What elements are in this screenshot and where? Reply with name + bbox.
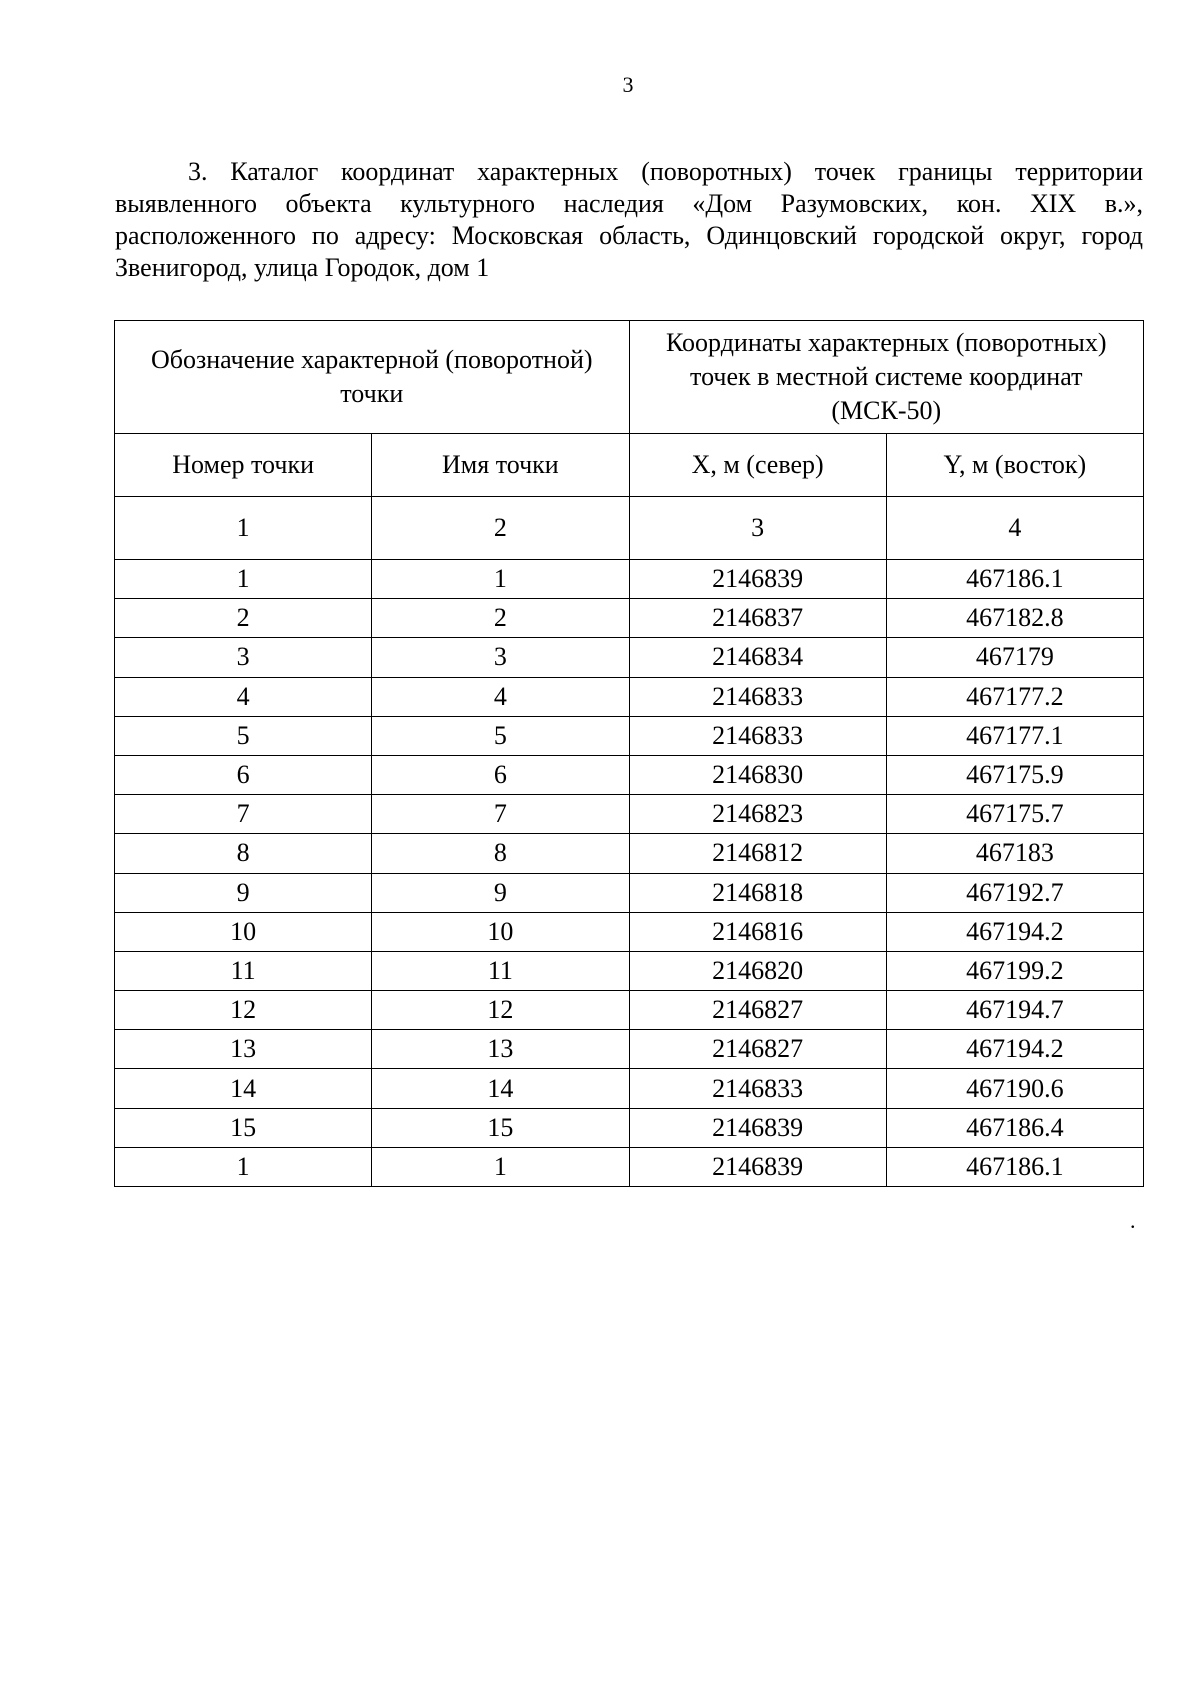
point-name-cell: 9	[372, 873, 629, 912]
point-number-cell: 11	[115, 951, 372, 990]
coordinates-group-header: Координаты характерных (поворотных) точек в местной системе координат (МСК-50)	[629, 321, 1144, 434]
point-number-cell: 8	[115, 834, 372, 873]
point-name-cell: 1	[372, 1147, 629, 1186]
point-name-cell: 6	[372, 755, 629, 794]
point-number-cell: 9	[115, 873, 372, 912]
y-coordinate-cell: 467186.1	[886, 560, 1143, 599]
table-group-header-row	[115, 321, 1144, 434]
table-row	[115, 638, 1144, 677]
point-number-cell: 5	[115, 716, 372, 755]
point-name-cell: 5	[372, 716, 629, 755]
y-coordinate-cell: 467194.2	[886, 1030, 1143, 1069]
column-header-point-name: Имя точки	[372, 434, 629, 497]
y-coordinate-cell: 467182.8	[886, 599, 1143, 638]
table-column-header-row	[115, 434, 1144, 497]
catalog-intro-paragraph: 3. Каталог координат характерных (поворотных) точек границы территории выявленного объекта культурного наследия «Дом Разумовских, кон. XIX в.», расположенного по адресу: Московская область, Одинцовский городской округ, город Звенигород, улица Городок, дом 1	[115, 157, 1143, 282]
point-number-cell: 1	[115, 560, 372, 599]
column-header-point-number: Номер точки	[115, 434, 372, 497]
table-row	[115, 1030, 1144, 1069]
table-row	[115, 599, 1144, 638]
trailing-mark: .	[1130, 1208, 1136, 1233]
page-number: 3	[622, 72, 634, 97]
x-coordinate-cell: 2146827	[629, 991, 886, 1030]
x-coordinate-cell: 2146812	[629, 834, 886, 873]
table-row	[115, 1108, 1144, 1147]
x-coordinate-cell: 2146816	[629, 912, 886, 951]
table-row	[115, 716, 1144, 755]
y-coordinate-cell: 467186.1	[886, 1147, 1143, 1186]
column-header-x: X, м (север)	[629, 434, 886, 497]
column-index: 1	[115, 497, 372, 560]
x-coordinate-cell: 2146833	[629, 716, 886, 755]
point-name-cell: 3	[372, 638, 629, 677]
point-name-cell: 15	[372, 1108, 629, 1147]
table-row	[115, 912, 1144, 951]
point-name-cell: 7	[372, 795, 629, 834]
x-coordinate-cell: 2146820	[629, 951, 886, 990]
point-name-cell: 13	[372, 1030, 629, 1069]
column-index: 3	[629, 497, 886, 560]
point-number-cell: 13	[115, 1030, 372, 1069]
point-name-cell: 14	[372, 1069, 629, 1108]
table-column-index-row	[115, 497, 1144, 560]
point-number-cell: 1	[115, 1147, 372, 1186]
point-name-cell: 1	[372, 560, 629, 599]
y-coordinate-cell: 467179	[886, 638, 1143, 677]
x-coordinate-cell: 2146839	[629, 1108, 886, 1147]
point-number-cell: 10	[115, 912, 372, 951]
x-coordinate-cell: 2146839	[629, 560, 886, 599]
table-row	[115, 834, 1144, 873]
point-number-cell: 4	[115, 677, 372, 716]
table-row	[115, 1147, 1144, 1186]
point-name-cell: 12	[372, 991, 629, 1030]
table-row	[115, 677, 1144, 716]
y-coordinate-cell: 467183	[886, 834, 1143, 873]
x-coordinate-cell: 2146823	[629, 795, 886, 834]
point-name-cell: 4	[372, 677, 629, 716]
y-coordinate-cell: 467186.4	[886, 1108, 1143, 1147]
table-row	[115, 795, 1144, 834]
point-number-cell: 6	[115, 755, 372, 794]
x-coordinate-cell: 2146827	[629, 1030, 886, 1069]
y-coordinate-cell: 467194.7	[886, 991, 1143, 1030]
column-index: 4	[886, 497, 1143, 560]
point-name-cell: 2	[372, 599, 629, 638]
y-coordinate-cell: 467175.9	[886, 755, 1143, 794]
x-coordinate-cell: 2146833	[629, 677, 886, 716]
table-row	[115, 755, 1144, 794]
column-header-y: Y, м (восток)	[886, 434, 1143, 497]
x-coordinate-cell: 2146834	[629, 638, 886, 677]
table-row	[115, 991, 1144, 1030]
x-coordinate-cell: 2146830	[629, 755, 886, 794]
point-number-cell: 14	[115, 1069, 372, 1108]
y-coordinate-cell: 467192.7	[886, 873, 1143, 912]
y-coordinate-cell: 467177.2	[886, 677, 1143, 716]
table-row	[115, 873, 1144, 912]
x-coordinate-cell: 2146839	[629, 1147, 886, 1186]
column-index: 2	[372, 497, 629, 560]
point-number-cell: 7	[115, 795, 372, 834]
point-number-cell: 3	[115, 638, 372, 677]
point-name-cell: 10	[372, 912, 629, 951]
designation-group-header: Обозначение характерной (поворотной) точки	[115, 321, 630, 434]
x-coordinate-cell: 2146837	[629, 599, 886, 638]
coordinates-table	[114, 320, 1144, 1187]
table-row	[115, 1069, 1144, 1108]
y-coordinate-cell: 467177.1	[886, 716, 1143, 755]
y-coordinate-cell: 467194.2	[886, 912, 1143, 951]
point-number-cell: 15	[115, 1108, 372, 1147]
x-coordinate-cell: 2146818	[629, 873, 886, 912]
y-coordinate-cell: 467199.2	[886, 951, 1143, 990]
table-row	[115, 951, 1144, 990]
y-coordinate-cell: 467190.6	[886, 1069, 1143, 1108]
point-number-cell: 2	[115, 599, 372, 638]
y-coordinate-cell: 467175.7	[886, 795, 1143, 834]
table-row	[115, 560, 1144, 599]
x-coordinate-cell: 2146833	[629, 1069, 886, 1108]
point-name-cell: 8	[372, 834, 629, 873]
point-number-cell: 12	[115, 991, 372, 1030]
point-name-cell: 11	[372, 951, 629, 990]
